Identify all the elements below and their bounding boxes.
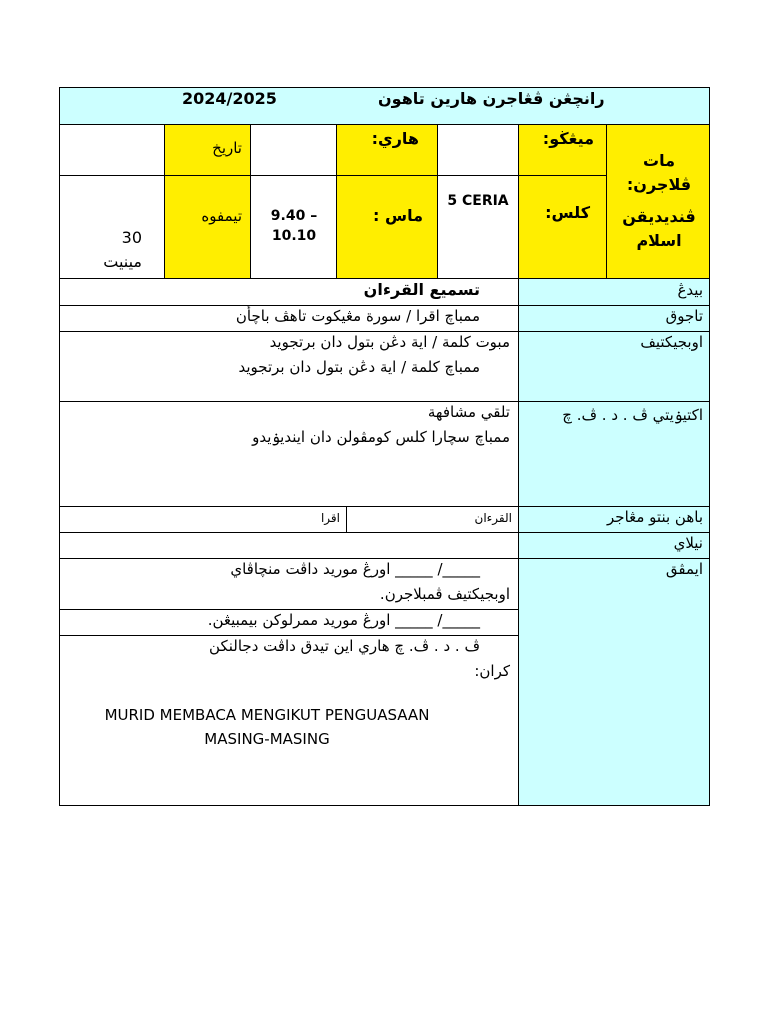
subject-cell [606, 124, 710, 279]
impak-label: ايمڤق [665, 560, 703, 578]
date-label-cell [164, 124, 251, 176]
tajuk-label: تاجوق [665, 307, 703, 325]
duration-label-cell [164, 175, 251, 279]
time-value: 9.40 – 10.10 [270, 208, 318, 244]
day-label-cell [336, 124, 438, 176]
subject-label: مات ڤلاجرن: [626, 151, 692, 194]
impak-1-cell [59, 558, 519, 610]
duration-value-cell [59, 175, 165, 279]
impak-2-text: _____/ _____ اورڠ موريد ممرلوكن بيمبيڠن. [207, 611, 480, 629]
day-label: هاري: [371, 129, 419, 148]
tajuk-value-cell [59, 305, 519, 332]
tajuk-label-cell [518, 305, 710, 332]
duration-value: 30 مينيت [103, 228, 142, 271]
objektif-label: اوبجيكتيف [640, 333, 703, 351]
title-year: 2024/2025 [182, 89, 277, 108]
class-value-cell [437, 175, 519, 279]
aktiviti-value-cell [59, 401, 519, 507]
aktiviti-label-cell [518, 401, 710, 507]
tajuk-value: ممباچ اقرا / سورة مڠيكوت تاهڤ باچأن [235, 307, 480, 325]
bidang-label: بيدڠ [677, 281, 703, 299]
title-bar [59, 87, 710, 125]
duration-label: تيمفوه [201, 207, 242, 225]
bbm-label: باهن بنتو مڠاجر [607, 508, 703, 526]
bbm-item-1: القرءان [474, 511, 512, 525]
time-label: ماس : [373, 206, 423, 225]
impak-2-cell [59, 609, 519, 636]
objektif-line-2: ممباچ كلمة / اية دڠن بتول دان برتجويد [238, 358, 480, 376]
aktiviti-line-1: تلقي مشافهة [427, 403, 510, 421]
impak-3-line-2: كران: [474, 662, 510, 680]
date-label: تاريخ [212, 139, 242, 157]
bidang-value-cell [59, 278, 519, 306]
impak-3-line-1: ڤ . د . ڤ. چ هاري اين تيدق داڤت دجالنكن [209, 637, 480, 655]
week-label: ميڠڬو: [542, 129, 594, 148]
date-value-cell [59, 124, 165, 176]
bbm-item-2: اقرا [320, 511, 340, 525]
class-label-cell [518, 175, 607, 279]
remark-line-1: MURID MEMBACA MENGIKUT PENGUASAAN [104, 706, 430, 724]
class-value: 5 CERIA [447, 193, 509, 209]
aktiviti-label: اكتيۏيتي ڤ . د . ڤ. چ [562, 406, 703, 424]
impak-label-cell [518, 558, 710, 806]
bidang-label-cell [518, 278, 710, 306]
aktiviti-line-2: ممباچ سچارا كلس كومڤولن دان اينديۏيدو [252, 428, 510, 446]
impak-1-line-2: اوبجيكتيف ڤمبلاجرن. [379, 585, 510, 603]
time-value-cell [250, 175, 337, 279]
week-value-cell [437, 124, 519, 176]
objektif-value-cell [59, 331, 519, 402]
impak-3-cell [59, 635, 519, 806]
subject-value: ڤنديديقن اسلام [622, 207, 696, 250]
objektif-label-cell [518, 331, 710, 402]
day-value-cell [250, 124, 337, 176]
remark-line-2: MASING-MASING [204, 730, 330, 748]
nilai-label-cell [518, 532, 710, 559]
nilai-label: نيلاي [673, 534, 703, 552]
objektif-line-1: مبوت كلمة / اية دڠن بتول دان برتجويد [269, 333, 510, 351]
impak-1-line-1: _____/ _____ اورڠ موريد داڤت منچاڤاي [230, 560, 480, 578]
bbm-label-cell [518, 506, 710, 533]
time-label-cell [336, 175, 438, 279]
week-label-cell [518, 124, 607, 176]
title-text: رانچڠن ڤڠاجرن هارين تاهون [378, 89, 605, 108]
class-label: كلس: [545, 203, 590, 222]
nilai-value-cell [59, 532, 519, 559]
bbm-item-1-cell [346, 506, 519, 533]
bbm-item-2-cell [59, 506, 347, 533]
bidang-value: تسميع القرءان [363, 280, 480, 299]
